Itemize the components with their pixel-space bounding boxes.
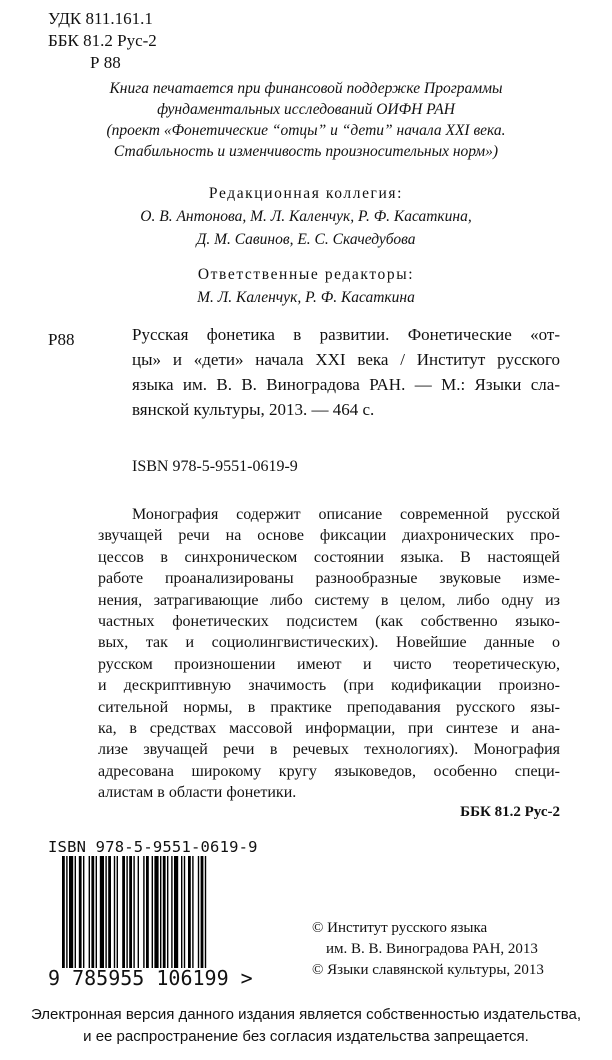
- barcode-bar: [152, 856, 153, 968]
- barcode-bar: [174, 856, 178, 968]
- biblio-line: языка им. В. В. Виноградова РАН. — М.: Языки сла-: [132, 375, 560, 394]
- annotation-line: цессов в синхроническом состоянии языка. В настоящей: [98, 548, 560, 566]
- barcode-bar: [96, 856, 97, 968]
- annotation: [98, 504, 560, 804]
- barcode-bar: [160, 856, 161, 968]
- barcode-bar: [117, 856, 118, 968]
- annotation-line: звучащей речи на основе фиксации диахронических про-: [98, 527, 560, 545]
- barcode-bar: [143, 856, 144, 968]
- barcode-bar: [198, 856, 199, 968]
- responsible-editors-heading: Ответственные редакторы:: [197, 266, 415, 283]
- barcode-bar: [69, 856, 73, 968]
- funding-note: [0, 78, 612, 162]
- funding-line: (проект «Фонетические “отцы” и “дети” начала XXI века.: [106, 122, 506, 139]
- bbk-bottom: ББК 81.2 Рус-2: [460, 804, 560, 820]
- barcode-bar: [108, 856, 111, 968]
- electronic-edition-notice: [0, 1004, 612, 1048]
- barcode-bar: [83, 856, 84, 968]
- author-mark: Р 88: [90, 53, 121, 72]
- biblio-line: цы» и «дети» начала XXI века / Институт русского: [132, 350, 560, 369]
- footer-line: и ее распространение без согласия издательства запрещается.: [83, 1028, 529, 1045]
- barcode-bar: [133, 856, 134, 968]
- annotation-line: алистам в области фонетики.: [98, 784, 297, 802]
- copyright-line: © Языки славянской культуры, 2013: [312, 962, 544, 978]
- annotation-line: вых, так и социолингвистических). Новейшие данные о: [98, 634, 560, 652]
- bbk-code: ББК 81.2 Рус-2: [48, 31, 157, 50]
- barcode-bar: [201, 856, 204, 968]
- editorial-board-members: Д. М. Савинов, Е. С. Скачедубова: [196, 231, 416, 248]
- barcode-bar: [75, 856, 76, 968]
- editorial-board-heading: Редакционная коллегия:: [208, 185, 404, 202]
- copyright-line: © Институт русского языка: [312, 920, 488, 936]
- barcode-bar: [205, 856, 206, 968]
- annotation-line: адресована широкому кругу языковедов, особенно специ-: [98, 762, 560, 780]
- funding-line: фундаментальных исследований ОИФН РАН: [157, 101, 455, 118]
- barcode-digits: 9 785955 106199 >: [48, 966, 253, 990]
- annotation-line: лизе звучащей речи в речевых технологиях). Монография: [98, 741, 560, 759]
- footer-line: Электронная версия данного издания является собственностью издательства,: [30, 1006, 582, 1023]
- copyright-block: [312, 918, 544, 981]
- bibliographic-description: [132, 322, 560, 422]
- annotation-line: нения, затрагивающие либо систему в целом, либо одну из: [98, 591, 560, 609]
- annotation-line: русском произношении имеют и чисто теоретическую,: [98, 655, 560, 673]
- annotation-line: и дескриптивную значимость (при кодификации произно-: [98, 677, 560, 695]
- barcode-bar: [89, 856, 90, 968]
- barcode-bar: [192, 856, 193, 968]
- editorial-board-members: О. В. Антонова, М. Л. Каленчук, Р. Ф. Касаткина,: [140, 208, 472, 225]
- annotation-line: сительной нормы, в практике преподавания русского язы-: [98, 698, 560, 716]
- annotation-line: частных фонетических подсистем (как собственно языко-: [98, 613, 560, 631]
- barcode-bar: [62, 856, 65, 968]
- barcode-bar: [146, 856, 149, 968]
- barcode-bar: [188, 856, 191, 968]
- barcode-bar: [181, 856, 182, 968]
- barcode-bar: [79, 856, 82, 968]
- annotation-line: Монография содержит описание современной русской: [132, 506, 560, 523]
- annotation-line: ка, в средствах массовой информации, при синтезе и ана-: [98, 720, 560, 738]
- barcode-isbn-text: ISBN 978-5-9551-0619-9: [48, 838, 258, 856]
- barcode-bar: [122, 856, 125, 968]
- barcode-bar: [91, 856, 94, 968]
- barcode-bar: [163, 856, 166, 968]
- barcode-bar: [167, 856, 168, 968]
- barcode-bar: [114, 856, 115, 968]
- annotation-line: работе проанализированы разнообразные звуковые изме-: [98, 570, 560, 588]
- biblio-line: Русская фонетика в развитии. Фонетические «от-: [132, 325, 560, 344]
- catalog-mark: Р88: [48, 330, 75, 349]
- barcode-bar: [171, 856, 172, 968]
- barcode-bar: [66, 856, 67, 968]
- classification-codes: [48, 8, 157, 74]
- barcode-bar: [154, 856, 158, 968]
- barcode-bar: [184, 856, 185, 968]
- barcode-graphic: [62, 856, 258, 968]
- responsible-editors-members: М. Л. Каленчук, Р. Ф. Касаткина: [197, 289, 415, 306]
- udk-code: УДК 811.161.1: [48, 9, 153, 28]
- barcode-bar: [129, 856, 132, 968]
- editorial-credits: [0, 182, 612, 309]
- funding-line: Книга печатается при финансовой поддержке Программы: [109, 80, 503, 97]
- barcode-bar: [100, 856, 104, 968]
- isbn-line: ISBN 978-5-9551-0619-9: [132, 458, 298, 475]
- biblio-line: вянской культуры, 2013. — 464 с.: [132, 400, 375, 419]
- barcode-bar: [138, 856, 139, 968]
- barcode-bar: [126, 856, 127, 968]
- barcode-bar: [105, 856, 106, 968]
- funding-line: Стабильность и изменчивость произносительных норм»): [113, 143, 499, 160]
- copyright-line: им. В. В. Виноградова РАН, 2013: [326, 941, 538, 957]
